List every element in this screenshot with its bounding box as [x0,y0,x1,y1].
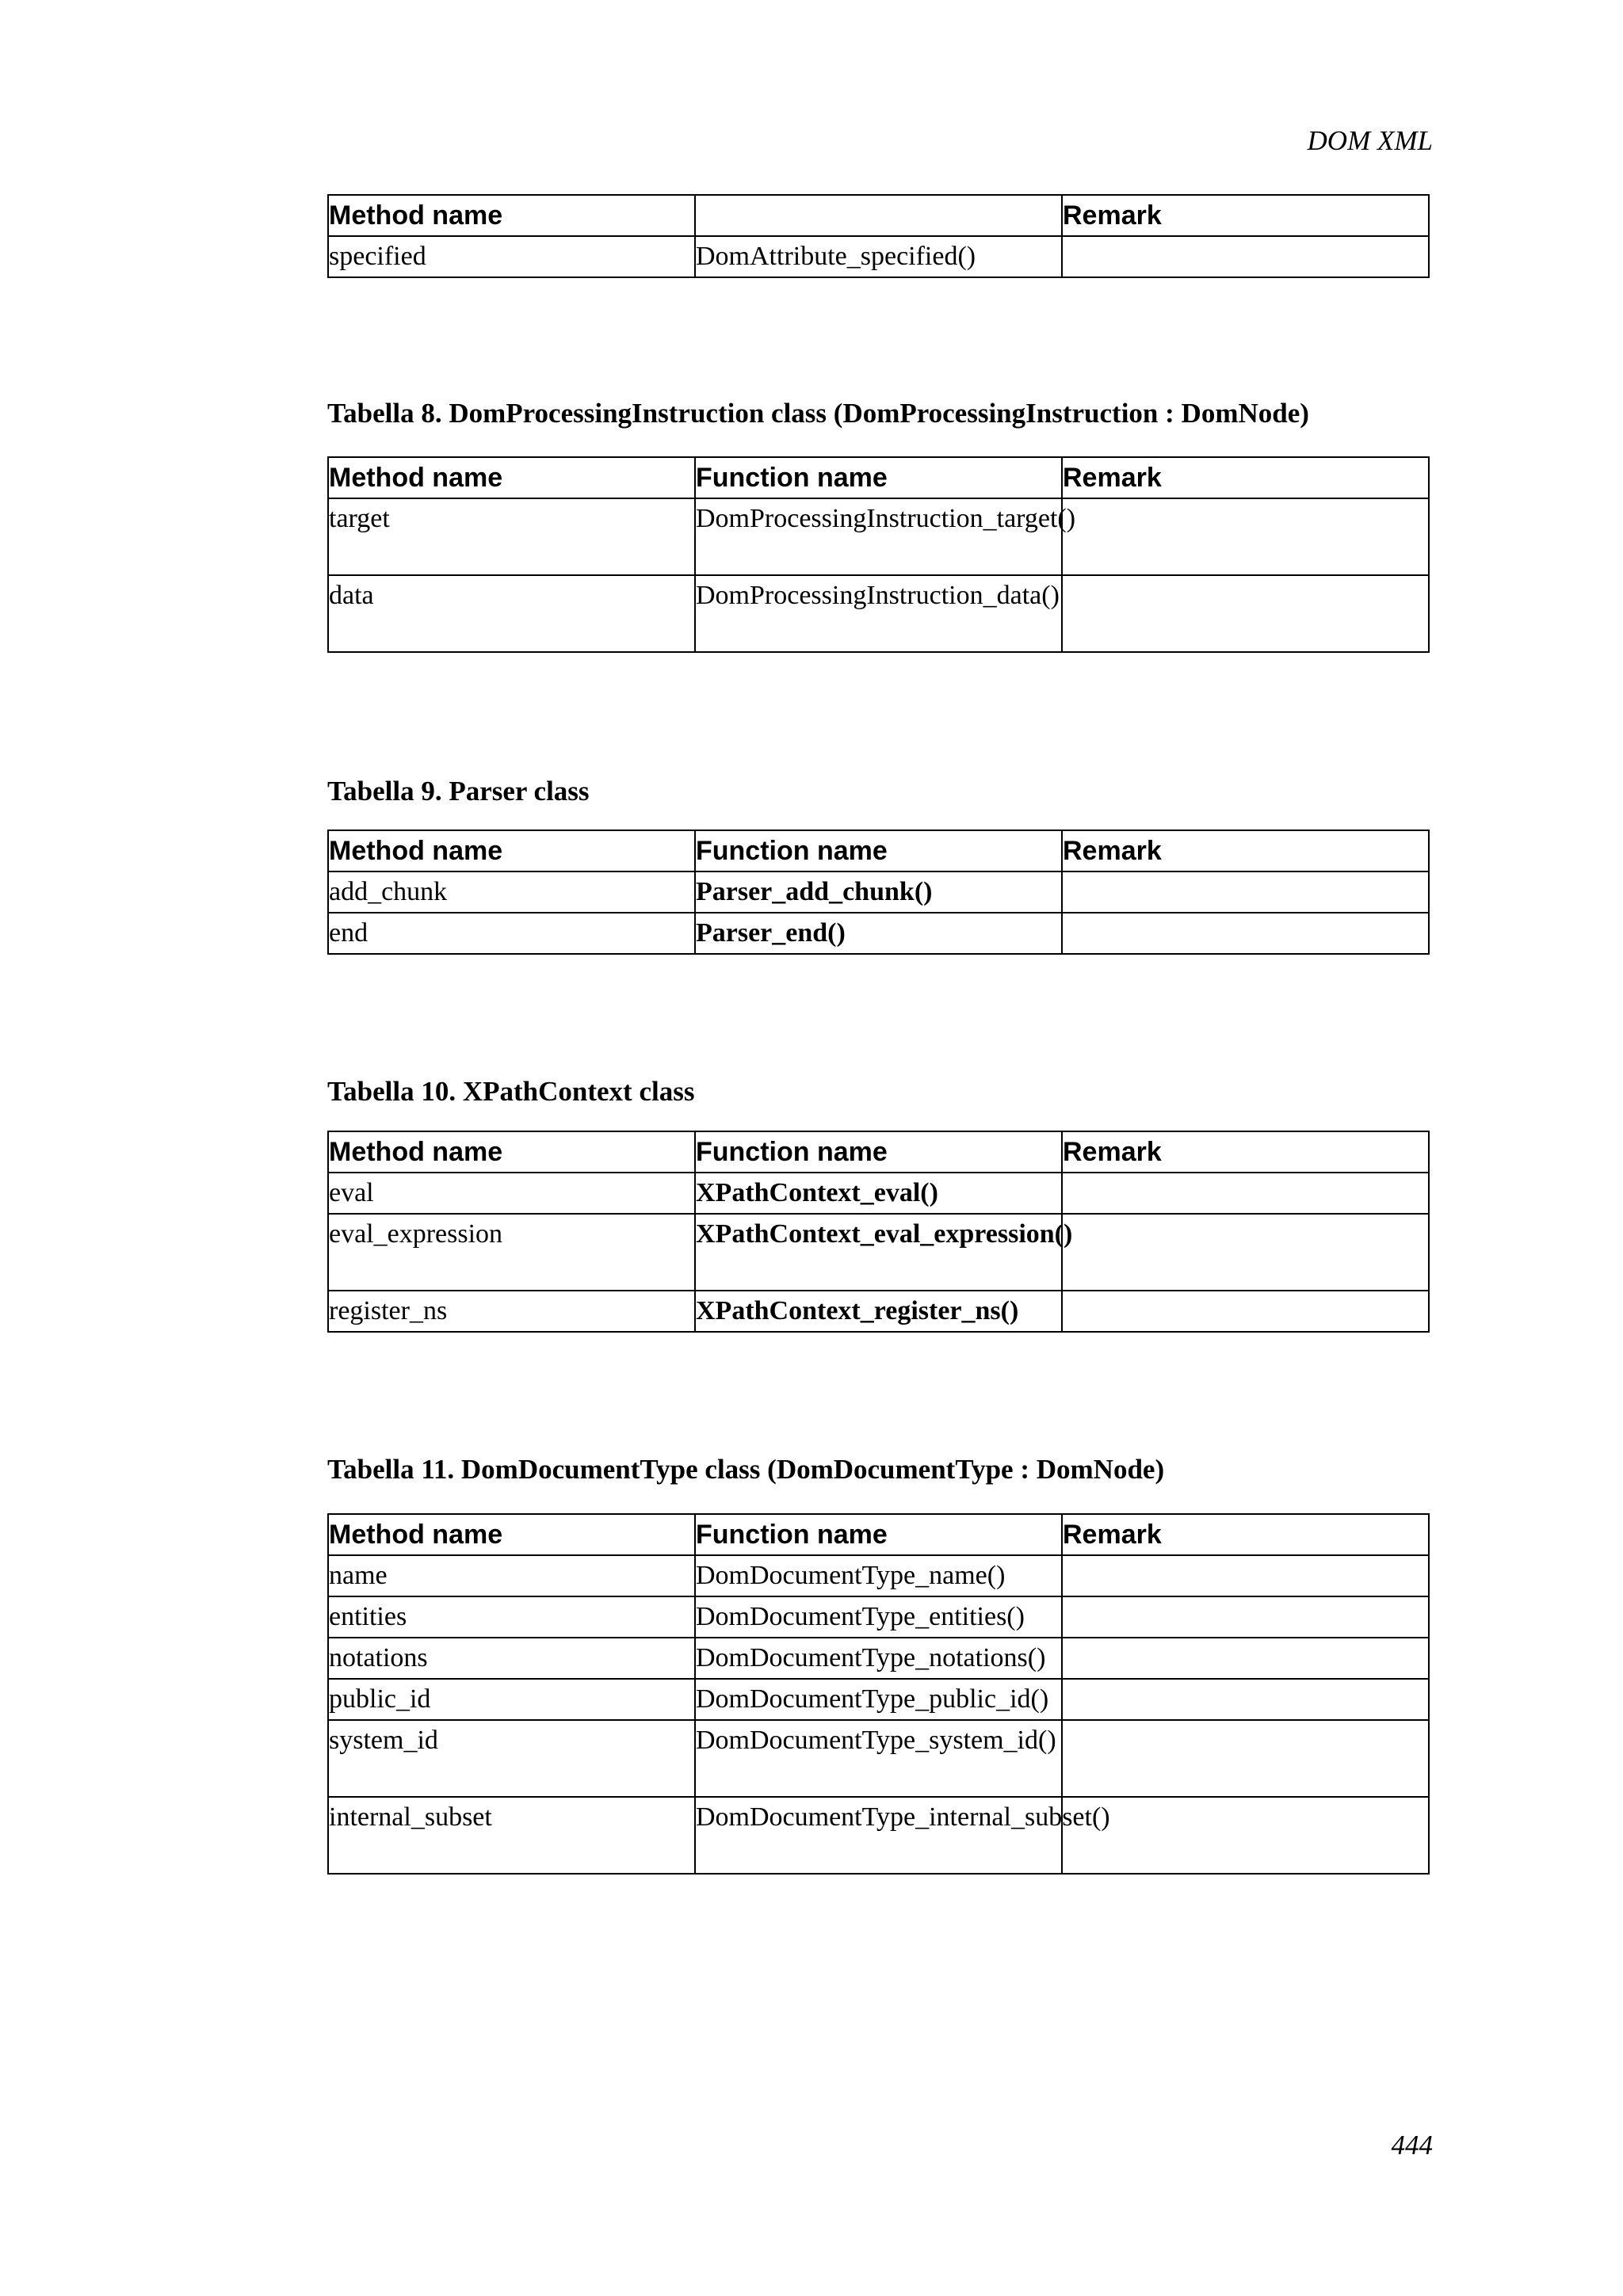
method-name-cell: target [328,498,695,575]
function-name-cell: DomProcessingInstruction_data() [695,575,1062,652]
table-row [328,1638,1429,1679]
function-name-cell: DomAttribute_specified() [695,236,1062,277]
column-header: Function name [695,457,1062,498]
table-header-row [328,457,1429,498]
method-name-cell: public_id [328,1679,695,1720]
remark-cell [1062,1596,1429,1638]
table-caption: Tabella 8. DomProcessingInstruction class (DomProcessingInstruction : DomNode) [327,398,1309,429]
remark-cell [1062,1214,1429,1291]
xpath-context-table [327,1131,1430,1333]
table-row [328,498,1429,575]
function-name-cell: DomProcessingInstruction_target() [695,498,1062,575]
processing-instruction-table [327,456,1430,653]
function-name-cell: XPathContext_eval() [695,1173,1062,1214]
method-name-cell: add_chunk [328,871,695,913]
table-row [328,575,1429,652]
table-row [328,871,1429,913]
table-row [328,1214,1429,1291]
table-row [328,236,1429,277]
attribute-methods-table [327,194,1430,278]
remark-cell [1062,1555,1429,1596]
method-name-cell: specified [328,236,695,277]
column-header: Method name [328,1131,695,1173]
remark-cell [1062,1720,1429,1797]
remark-cell [1062,236,1429,277]
table-caption: Tabella 11. DomDocumentType class (DomDocumentType : DomNode) [327,1454,1165,1485]
remark-cell [1062,1173,1429,1214]
column-header: Method name [328,457,695,498]
method-name-cell: notations [328,1638,695,1679]
remark-cell [1062,498,1429,575]
table-header-row [328,1131,1429,1173]
function-name-cell: DomDocumentType_public_id() [695,1679,1062,1720]
column-header: Method name [328,195,695,236]
remark-cell [1062,1291,1429,1332]
column-header: Function name [695,830,1062,871]
document-type-table [327,1513,1430,1875]
column-header [695,195,1062,236]
function-name-cell: XPathContext_register_ns() [695,1291,1062,1332]
function-name-cell: Parser_add_chunk() [695,871,1062,913]
remark-cell [1062,1638,1429,1679]
column-header: Remark [1062,1514,1429,1555]
table-row [328,1173,1429,1214]
table-row [328,1555,1429,1596]
remark-cell [1062,1679,1429,1720]
method-name-cell: eval_expression [328,1214,695,1291]
table-header-row [328,195,1429,236]
column-header: Method name [328,830,695,871]
remark-cell [1062,575,1429,652]
table-row [328,1797,1429,1874]
method-name-cell: end [328,913,695,954]
function-name-cell: DomDocumentType_notations() [695,1638,1062,1679]
function-name-cell: DomDocumentType_system_id() [695,1720,1062,1797]
table-caption: Tabella 10. XPathContext class [327,1076,695,1107]
table-row [328,913,1429,954]
column-header: Remark [1062,457,1429,498]
remark-cell [1062,871,1429,913]
method-name-cell: name [328,1555,695,1596]
column-header: Function name [695,1131,1062,1173]
column-header: Remark [1062,830,1429,871]
page-number: 444 [1391,2130,1433,2161]
method-name-cell: eval [328,1173,695,1214]
table-row [328,1596,1429,1638]
parser-table [327,830,1430,955]
column-header: Remark [1062,1131,1429,1173]
table-header-row [328,830,1429,871]
table-row [328,1679,1429,1720]
function-name-cell: DomDocumentType_internal_subset() [695,1797,1062,1874]
column-header: Function name [695,1514,1062,1555]
method-name-cell: data [328,575,695,652]
function-name-cell: Parser_end() [695,913,1062,954]
table-caption: Tabella 9. Parser class [327,776,590,807]
column-header: Method name [328,1514,695,1555]
function-name-cell: DomDocumentType_entities() [695,1596,1062,1638]
method-name-cell: system_id [328,1720,695,1797]
method-name-cell: register_ns [328,1291,695,1332]
function-name-cell: DomDocumentType_name() [695,1555,1062,1596]
running-header: DOM XML [1307,125,1433,156]
method-name-cell: internal_subset [328,1797,695,1874]
remark-cell [1062,1797,1429,1874]
table-header-row [328,1514,1429,1555]
remark-cell [1062,913,1429,954]
method-name-cell: entities [328,1596,695,1638]
table-row [328,1720,1429,1797]
column-header: Remark [1062,195,1429,236]
table-row [328,1291,1429,1332]
function-name-cell: XPathContext_eval_expression() [695,1214,1062,1291]
